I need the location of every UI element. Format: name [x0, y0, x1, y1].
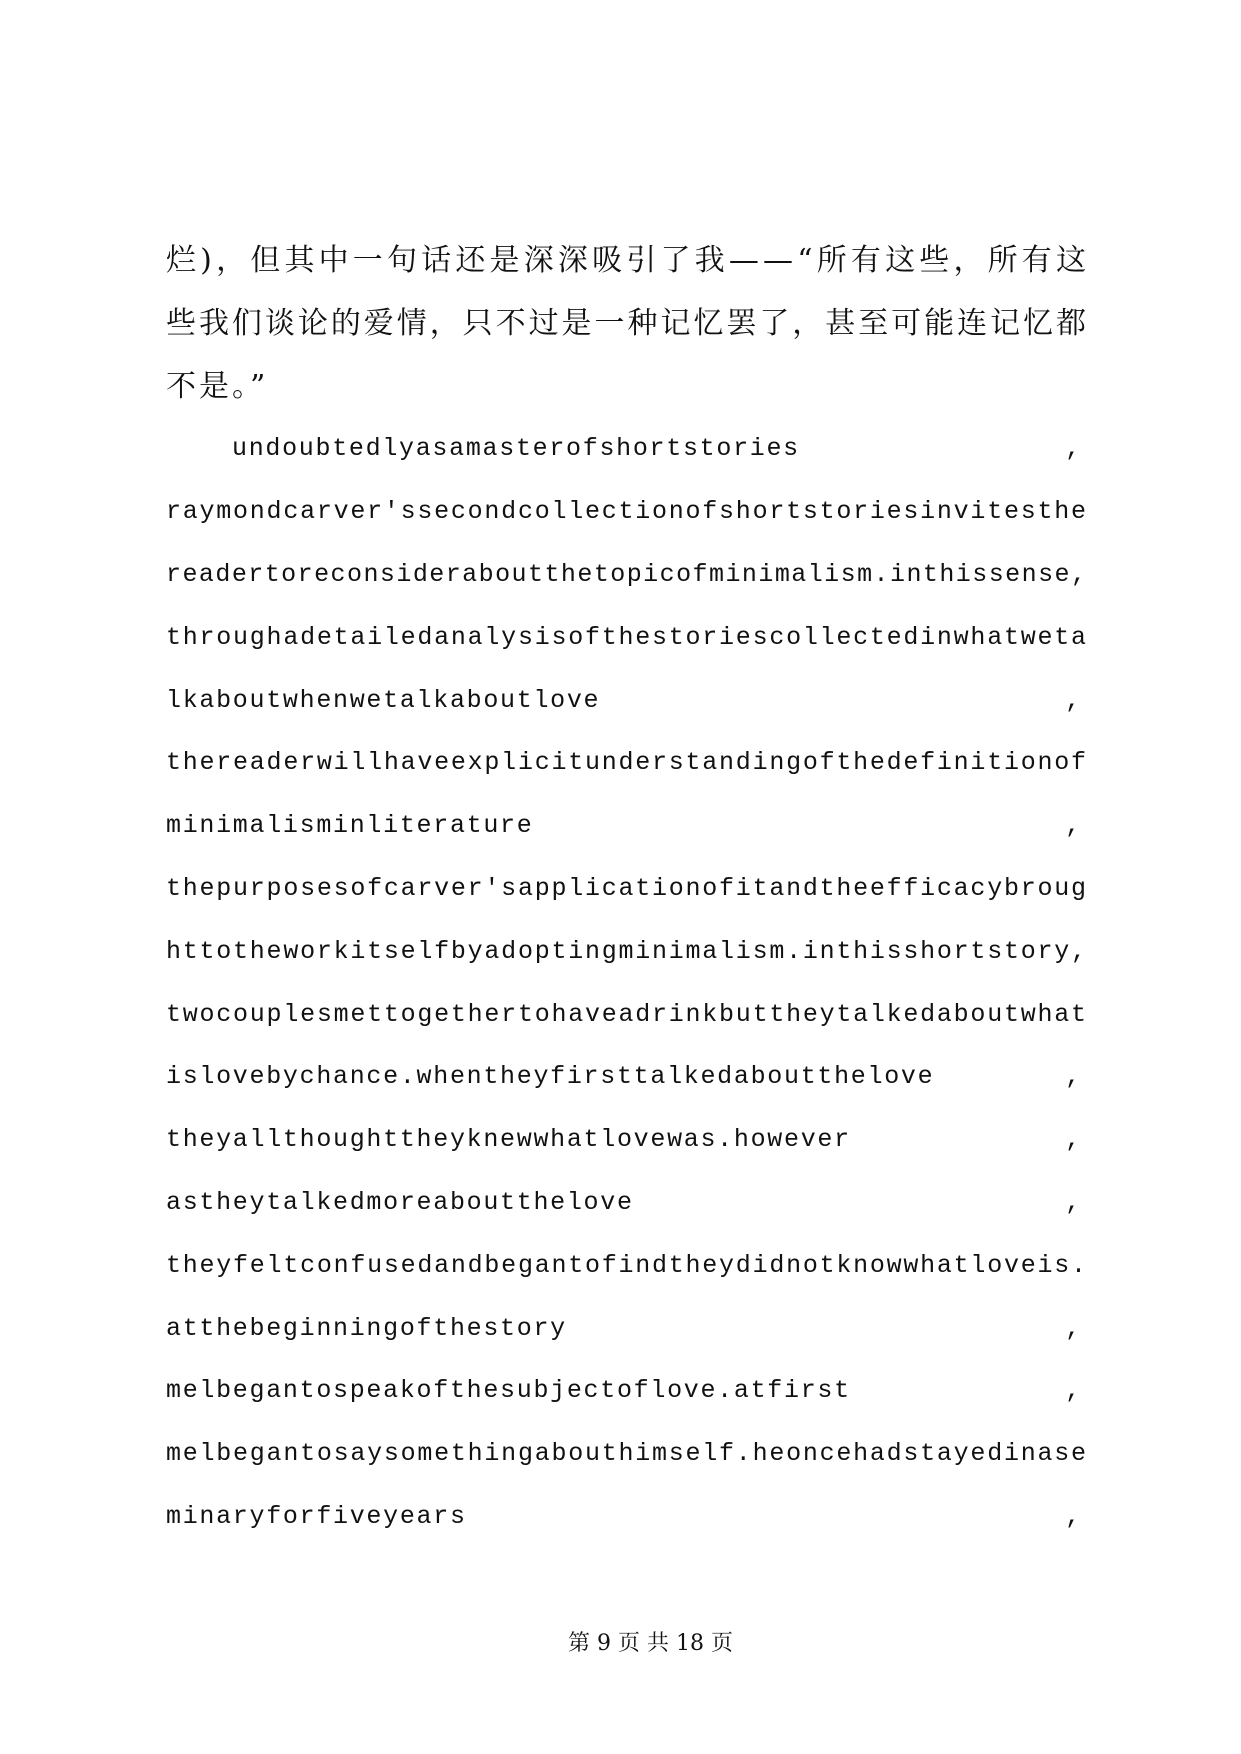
text-line	[166, 795, 1088, 858]
line-end-comma: ,	[1065, 1501, 1082, 1531]
text-line	[166, 921, 1088, 984]
text-line-content: minimalisminliterature	[166, 811, 534, 841]
text-line	[166, 607, 1088, 670]
line-end-comma: ,	[1065, 811, 1082, 841]
line-end-comma: ,	[1065, 1376, 1082, 1406]
body-text	[166, 230, 1091, 1549]
text-line-content: islovebychance.whentheyfirsttalkedaboutthelove	[166, 1062, 935, 1092]
text-line-content: thepurposesofcarver'sapplicationofitandtheefficacybroug	[166, 873, 1088, 903]
text-line	[166, 1172, 1088, 1235]
text-line	[166, 1360, 1088, 1423]
text-line-content: throughadetailedanalysisofthestoriescollectedinwhatweta	[166, 622, 1088, 652]
text-line	[166, 1486, 1088, 1549]
text-line	[166, 1109, 1088, 1172]
text-line	[166, 418, 1088, 481]
text-line	[166, 1235, 1088, 1298]
text-line-content: raymondcarver'ssecondcollectionofshortstoriesinvitesthe	[166, 497, 1088, 527]
text-line-content: thereaderwillhaveexplicitunderstandingofthedefinitionof	[166, 748, 1088, 778]
text-line	[166, 356, 1088, 419]
text-line-content: 些我们谈论的爱情，只不过是一种记忆罢了，甚至可能连记忆都	[166, 305, 1089, 341]
page-number-footer: 第 9 页 共 18 页	[568, 1631, 733, 1656]
text-line-content: theyallthoughttheyknewwhatlovewas.however	[166, 1125, 851, 1155]
text-line	[166, 544, 1088, 607]
line-end-comma: ,	[1065, 1062, 1082, 1092]
text-line-content: readertoreconsideraboutthetopicofminimalism.inthissense,	[166, 559, 1088, 589]
text-line-content: undoubtedlyasamasterofshortstories	[232, 434, 800, 464]
text-line-content: lkaboutwhenwetalkaboutlove	[166, 685, 601, 715]
text-line	[166, 1046, 1088, 1109]
text-line-content: minaryforfiveyears	[166, 1501, 467, 1531]
text-line-content: 不是。”	[166, 368, 269, 404]
text-line-content: atthebeginningofthestory	[166, 1313, 567, 1343]
line-end-comma: ,	[1065, 685, 1082, 715]
text-line	[166, 230, 1091, 293]
text-line	[166, 293, 1088, 356]
text-line	[166, 732, 1088, 795]
text-line	[166, 984, 1088, 1047]
text-line	[166, 1298, 1088, 1361]
text-line	[166, 1423, 1088, 1486]
text-line-content: astheytalkedmoreaboutthelove	[166, 1187, 634, 1217]
line-end-comma: ,	[1065, 1313, 1082, 1343]
text-line-content: twocouplesmettogethertohaveadrinkbuttheytalkedaboutwhat	[166, 999, 1088, 1029]
text-line	[166, 858, 1088, 921]
text-line-content: melbegantospeakofthesubjectoflove.atfirst	[166, 1376, 851, 1406]
text-line-content: 烂)，但其中一句话还是深深吸引了我——“所有这些，所有这	[166, 243, 1091, 278]
text-line-content: melbegantosaysomethingabouthimself.heoncehadstayedinase	[166, 1439, 1088, 1469]
line-end-comma: ,	[1065, 1187, 1082, 1217]
text-line	[166, 670, 1088, 733]
text-line-content: httotheworkitselfbyadoptingminimalism.inthisshortstory,	[166, 936, 1088, 966]
line-end-comma: ,	[1065, 434, 1082, 464]
text-line	[166, 481, 1088, 544]
text-line-content: theyfeltconfusedandbegantofindtheydidnotknowwhatloveis.	[166, 1250, 1088, 1280]
line-end-comma: ,	[1065, 1125, 1082, 1155]
